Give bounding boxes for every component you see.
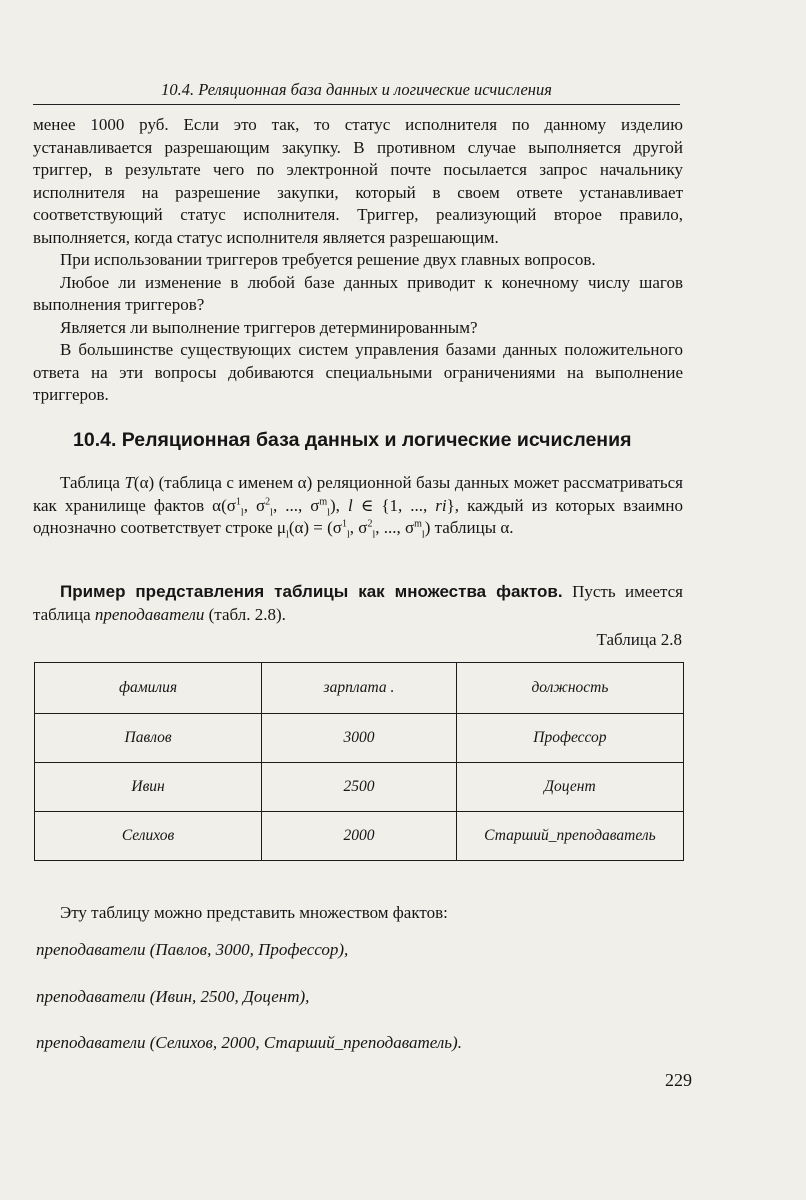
column-header-surname: фамилия [35, 663, 262, 714]
cell-surname: Селихов [35, 812, 262, 861]
teachers-table [34, 662, 684, 861]
table-row [35, 763, 684, 812]
body-text [33, 114, 683, 407]
paragraph-dbms-restrictions: В большинстве существующих систем управления базами данных положительного ответа на эти вопросы добиваются специальными ограничениями на выполнение триггеров. [33, 340, 683, 404]
paragraph-question-deterministic: Является ли выполнение триггеров детерминированным? [60, 317, 478, 337]
fact-line: преподаватели (Селихов, 2000, Старший_преподаватель). [36, 1033, 462, 1052]
cell-salary: 3000 [262, 714, 457, 763]
definition-paragraph: Таблица T(α) (таблица с именем α) реляционной базы данных может рассматриваться как хранилище фактов $\alpha(\sigma^1_l$, $\sigma^2_l$, ..., $\sigma^m_l$), l ∈ {1, ..., ri}, каждый из которых взаимно однозначно соответствует строке $\mu_l(\alpha) = (\sigma^1_l$, $\sigma^2_l$, ..., $\sigma^m_l$) таблицы α. [33, 473, 683, 541]
table-name: преподаватели [94, 604, 205, 624]
fact-line: преподаватели (Павлов, 3000, Профессор), [36, 940, 349, 959]
paragraph-triggers-questions: При использовании триггеров требуется решение двух главных вопросов. [60, 250, 596, 269]
paragraph-question-finite: Любое ли изменение в любой базе данных приводит к конечному числу шагов выполнения триггеров? [33, 272, 683, 314]
cell-position: Профессор [456, 714, 683, 763]
section-heading: 10.4. Реляционная база данных и логические исчисления [73, 429, 632, 451]
fact-line: преподаватели (Ивин, 2500, Доцент), [36, 987, 310, 1006]
cell-salary: 2000 [262, 812, 457, 861]
paragraph-continuation: менее 1000 руб. Если это так, то статус исполнителя по данному изделию устанавливается разрешающим закупку. В противном случае выполняется другой триггер, в результате чего по электронной почте посылается запрос начальнику исполнителя на разрешение закупки, который в своем ответе устанавливает соответствующий статус исполнителя. Триггер, реализующий второе правило, выполняется, когда статус исполнителя является разрешающим. [33, 115, 683, 247]
running-header: 10.4. Реляционная база данных и логические исчисления [33, 80, 680, 105]
cell-position: Старший_преподаватель [456, 812, 683, 861]
cell-surname: Павлов [35, 714, 262, 763]
example-title: Пример представления таблицы как множества фактов. [60, 582, 563, 601]
table-row [35, 714, 684, 763]
cell-surname: Ивин [35, 763, 262, 812]
table-header-row [35, 663, 684, 714]
page-number: 229 [665, 1070, 692, 1090]
column-header-salary: зарплата . [262, 663, 457, 714]
table-caption: Таблица 2.8 [596, 630, 682, 649]
table-row [35, 812, 684, 861]
cell-salary: 2500 [262, 763, 457, 812]
example-paragraph: Пример представления таблицы как множества фактов. Пусть имеется таблица преподаватели (табл. 2.8). [33, 582, 683, 624]
facts-intro: Эту таблицу можно представить множеством фактов: [60, 903, 448, 922]
column-header-position: должность [456, 663, 683, 714]
cell-position: Доцент [456, 763, 683, 812]
